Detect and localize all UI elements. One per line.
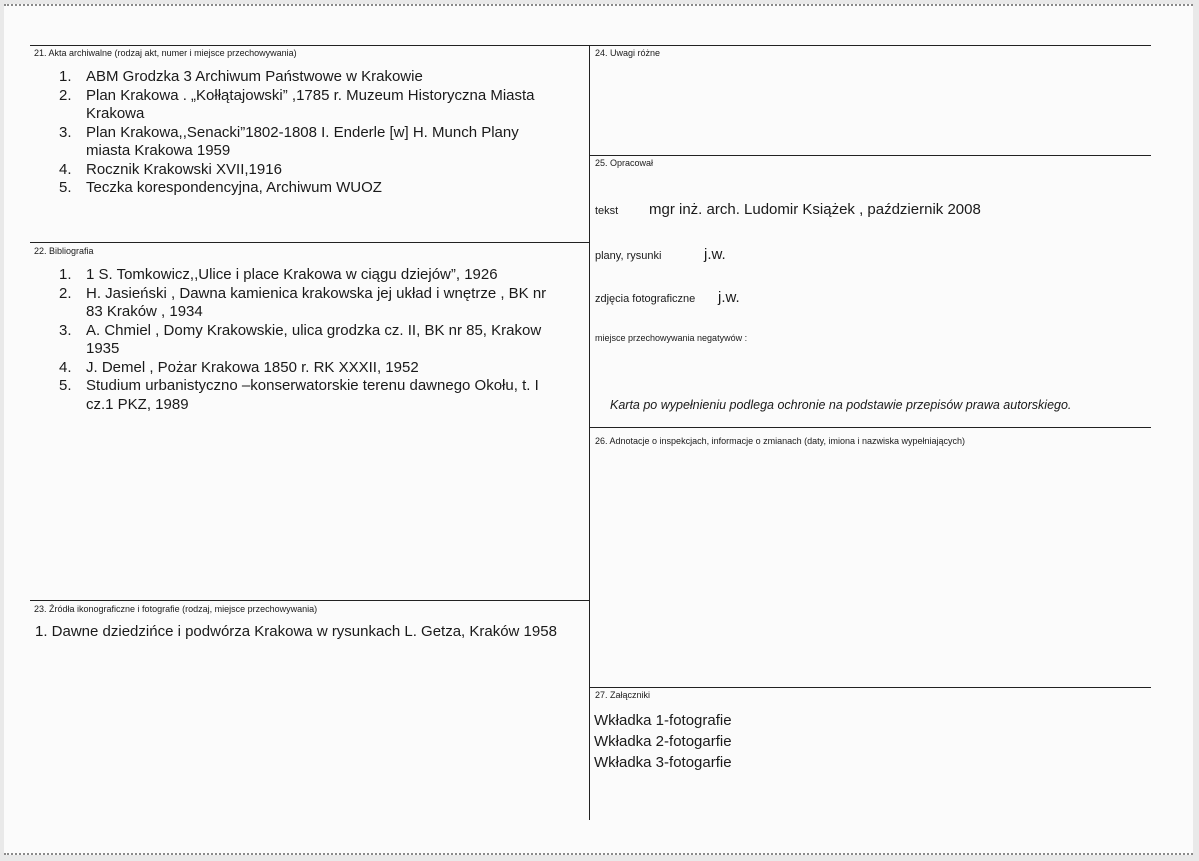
section-23-label: 23. Źródła ikonograficzne i fotografie (rodzaj, miejsce przechowywania) <box>34 604 318 614</box>
list-item <box>59 179 626 198</box>
list-item-text: Plan Krakowa . „Kołłątajowski” ,1785 r. Muzeum Historyczna Miasta <box>86 86 535 104</box>
list-item-number: 4. <box>59 160 72 178</box>
list-item-text: J. Demel , Pożar Krakowa 1850 r. RK XXXII, 1952 <box>86 358 419 376</box>
list-item <box>59 358 626 378</box>
list-item <box>59 123 626 161</box>
list-item <box>59 266 626 285</box>
section-22-list <box>34 266 626 414</box>
list-item-text: miasta Krakowa 1959 <box>86 142 231 159</box>
list-item-text: Teczka korespondencyjna, Archiwum WUOZ <box>86 179 382 196</box>
list-item-number: 2. <box>59 86 72 104</box>
list-item-text: 1 S. Tomkowicz,,Ulice i place Krakowa w ciągu dziejów”, 1926 <box>86 266 498 283</box>
section-21-label: 21. Akta archiwalne (rodzaj akt, numer i miejsce przechowywania) <box>34 48 297 58</box>
list-item-text: 83 Kraków , 1934 <box>86 303 203 320</box>
list-item <box>59 321 626 359</box>
list-item-text: H. Jasieński , Dawna kamienica krakowska jej układ i wnętrze , BK nr <box>86 284 547 302</box>
rule-21-22 <box>30 242 589 243</box>
list-item-number: 3. <box>59 123 72 141</box>
list-item-text: ABM Grodzka 3 Archiwum Państwowe w Krakowie <box>86 68 423 85</box>
plany-label: plany, rysunki <box>595 250 662 262</box>
attachment-item: Wkładka 2-fotogarfie <box>594 733 732 750</box>
list-item-text: Plan Krakowa,,Senacki”1802-1808 I. Enderle [w] H. Munch Plany <box>86 123 519 141</box>
section-27-label: 27. Załączniki <box>595 690 651 700</box>
copyright-notice: Karta po wypełnieniu podlega ochronie na podstawie przepisów prawa autorskiego. <box>610 398 1072 412</box>
list-item-number: 5. <box>59 377 72 394</box>
rule-22-23 <box>30 600 589 601</box>
section-26-label: 26. Adnotacje o inspekcjach, informacje o zmianach (daty, imiona i nazwiska wypełniających) <box>595 436 966 446</box>
list-item-number: 4. <box>59 358 72 376</box>
rule-25-26 <box>589 427 1151 428</box>
list-item-number: 5. <box>59 179 72 196</box>
section-22-label: 22. Bibliografia <box>34 246 94 256</box>
list-item <box>59 377 626 414</box>
tekst-value: mgr inż. arch. Ludomir Książek , październik 2008 <box>649 201 981 218</box>
list-item-number: 1. <box>59 68 72 85</box>
zdjecia-value: j.w. <box>718 289 740 306</box>
list-item <box>59 160 626 180</box>
rule-top <box>30 45 1151 46</box>
list-item <box>59 68 626 87</box>
list-item-text: Krakowa <box>86 105 145 122</box>
section-24-label: 24. Uwagi różne <box>595 48 661 58</box>
list-item-number: 1. <box>59 266 72 283</box>
list-item-text: Studium urbanistyczno –konserwatorskie terenu dawnego Okołu, t. I <box>86 377 539 394</box>
rule-26-27 <box>589 687 1151 688</box>
attachment-item: Wkładka 3-fotogarfie <box>594 754 732 771</box>
section-25-label: 25. Opracował <box>595 158 654 168</box>
rule-24-25 <box>589 155 1151 156</box>
negatives-label: miejsce przechowywania negatywów : <box>595 333 748 343</box>
list-item-text: 1935 <box>86 340 120 357</box>
plany-value: j.w. <box>704 246 726 263</box>
list-item-text: A. Chmiel , Domy Krakowskie, ulica grodzka cz. II, BK nr 85, Krakow <box>86 321 542 339</box>
list-item <box>59 86 626 124</box>
section-23-text: 1. Dawne dziedzińce i podwórza Krakowa w rysunkach L. Getza, Kraków 1958 <box>35 623 557 640</box>
list-item <box>59 284 626 322</box>
section-21-list <box>34 68 626 198</box>
attachment-item: Wkładka 1-fotografie <box>594 712 732 729</box>
list-item-number: 2. <box>59 284 72 302</box>
list-item-text: Rocznik Krakowski XVII,1916 <box>86 160 282 178</box>
tekst-label: tekst <box>595 205 619 217</box>
list-item-text: cz.1 PKZ, 1989 <box>86 395 189 413</box>
list-item-number: 3. <box>59 321 72 339</box>
zdjecia-label: zdjęcia fotograficzne <box>595 293 696 305</box>
